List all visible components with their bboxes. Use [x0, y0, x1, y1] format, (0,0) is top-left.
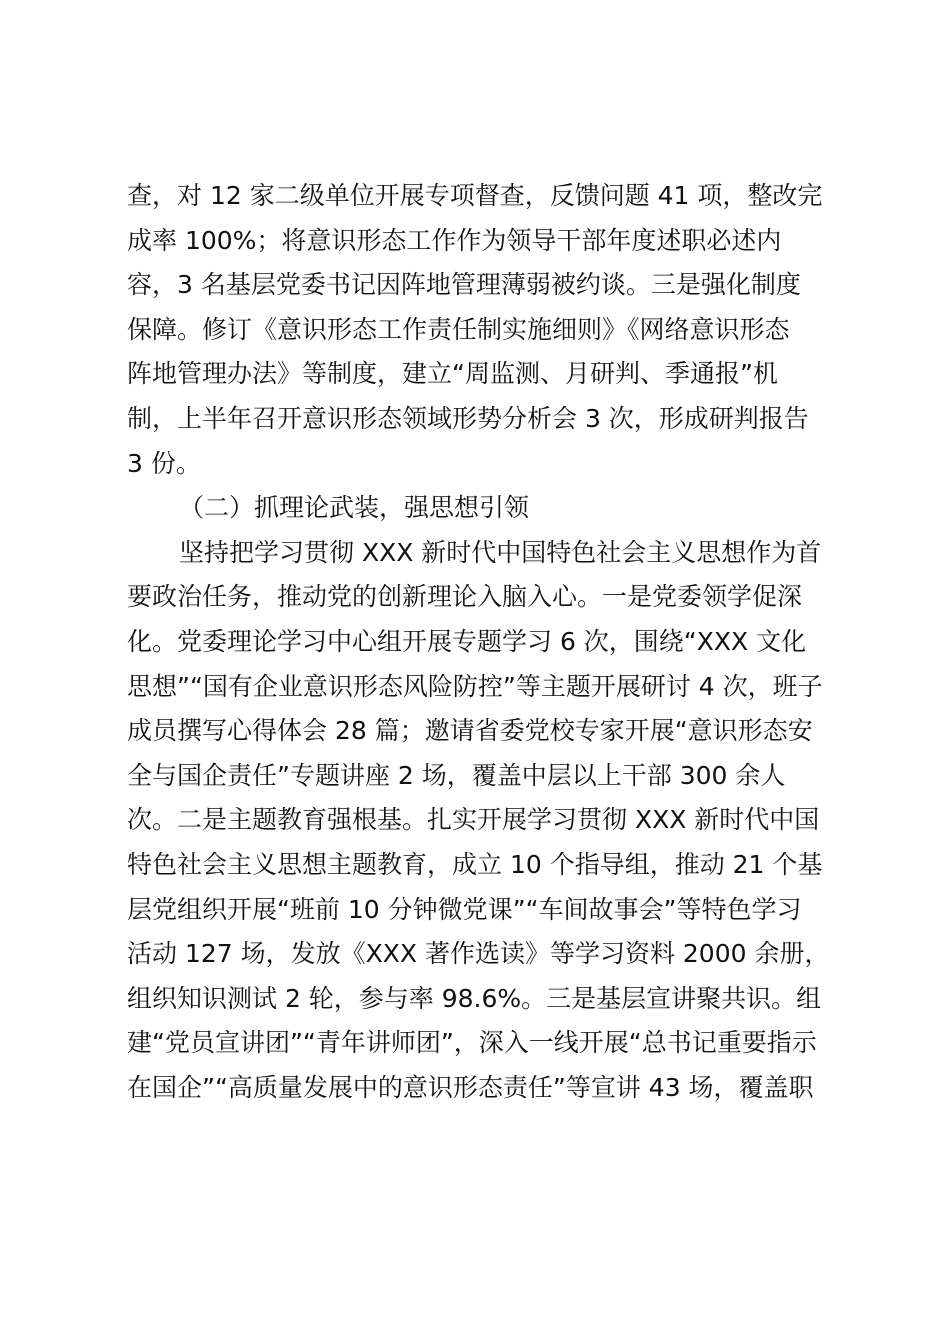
- text-line: 查，对 12 家二级单位开展专项督查，反馈问题 41 项，整改完: [127, 181, 823, 210]
- text-line: 全与国企责任”专题讲座 2 场，覆盖中层以上干部 300 余人: [127, 760, 786, 790]
- text-line: 在国企”“高质量发展中的意识形态责任”等宣讲 43 场，覆盖职: [127, 1072, 814, 1102]
- body-text: [127, 174, 837, 1110]
- text-line: 保障。修订《意识形态工作责任制实施细则》《网络意识形态: [127, 314, 790, 344]
- section-heading: （二）抓理论武装，强思想引领: [179, 493, 530, 523]
- paragraph-first-line: 坚持把学习贯彻 XXX 新时代中国特色社会主义思想作为首: [179, 537, 822, 567]
- text-line: 组织知识测试 2 轮，参与率 98.6%。三是基层宣讲聚共识。组: [127, 983, 822, 1013]
- text-line: 活动 127 场，发放《XXX 著作选读》等学习资料 2000 余册，: [127, 939, 830, 969]
- text-line: 制，上半年召开意识形态领域形势分析会 3 次，形成研判报告: [127, 403, 809, 433]
- text-line: 成员撰写心得体会 28 篇；邀请省委党校专家开展“意识形态安: [127, 716, 813, 746]
- text-line: 层党组织开展“班前 10 分钟微党课”“车间故事会”等特色学习: [127, 894, 802, 924]
- text-line: 容，3 名基层党委书记因阵地管理薄弱被约谈。三是强化制度: [127, 270, 801, 300]
- text-line: 思想”“国有企业意识形态风险防控”等主题开展研讨 4 次，班子: [127, 671, 823, 701]
- text-line: 次。二是主题教育强根基。扎实开展学习贯彻 XXX 新时代中国: [127, 805, 820, 835]
- text-line: 化。党委理论学习中心组开展专题学习 6 次，围绕“XXX 文化: [127, 626, 807, 656]
- text-line: 成率 100%；将意识形态工作作为领导干部年度述职必述内: [127, 225, 782, 255]
- text-line: 特色社会主义思想主题教育，成立 10 个指导组，推动 21 个基: [127, 849, 823, 879]
- text-line: 3 份。: [127, 448, 201, 478]
- text-line: 要政治任务，推动党的创新理论入脑入心。一是党委领学促深: [127, 582, 803, 612]
- text-line: 建“党员宣讲团”“青年讲师团”，深入一线开展“总书记重要指示: [127, 1028, 817, 1058]
- text-line: 阵地管理办法》等制度，建立“周监测、月研判、季通报”机: [127, 359, 778, 389]
